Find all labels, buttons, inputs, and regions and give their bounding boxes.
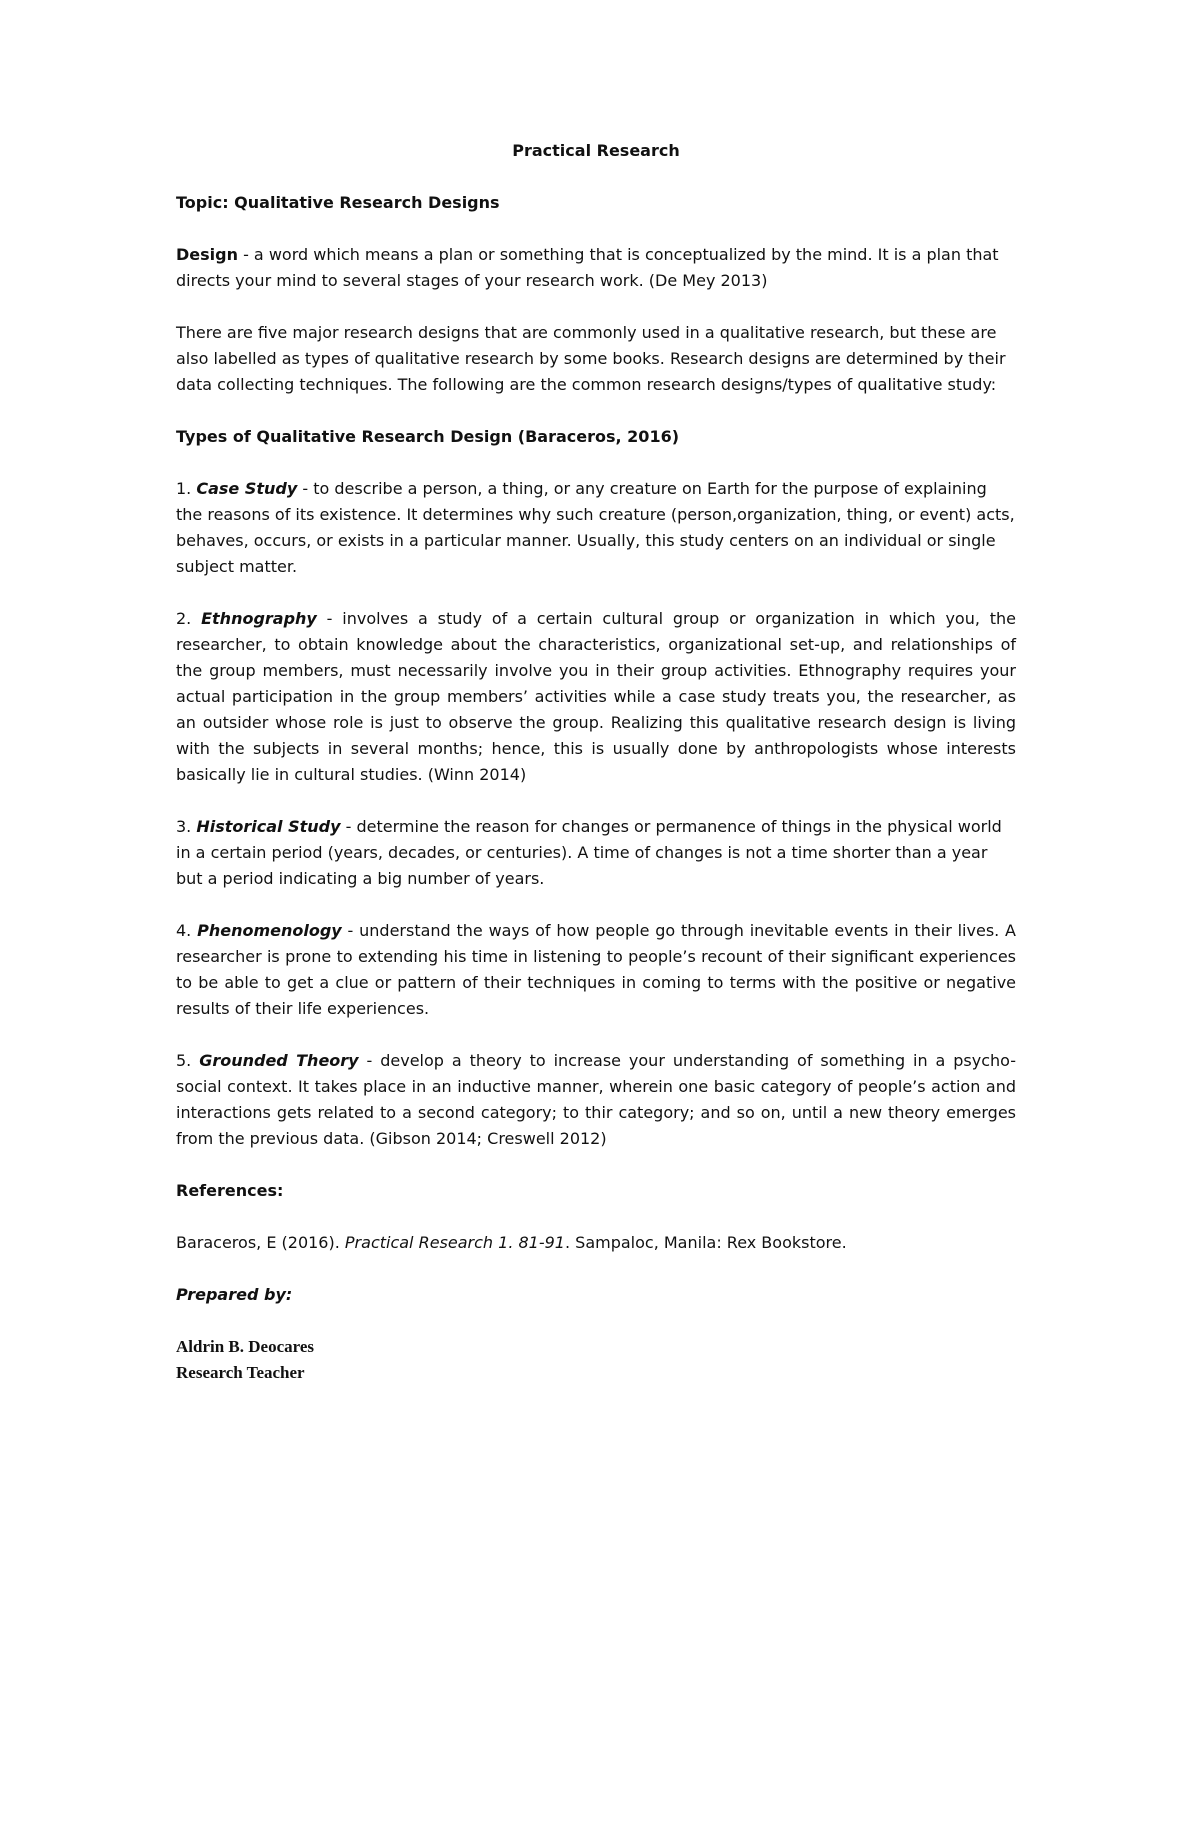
types-heading: Types of Qualitative Research Design (Baraceros, 2016)	[176, 427, 680, 446]
list-item-grounded-theory	[176, 1048, 1016, 1152]
design-definition: - a word which means a plan or something that is conceptualized by the mind. It is a plan that directs your mind to several stages of your research work. (De Mey 2013)	[176, 245, 999, 290]
item-text: - understand the ways of how people go through inevitable events in their lives. A researcher is prone to extending his time in listening to people’s recount of their significant experiences to be able to get a clue or pattern of their techniques in coming to terms with the positive or negative results of their life experiences.	[176, 921, 1017, 1018]
item-term: Grounded Theory	[199, 1051, 359, 1070]
item-number: 3.	[176, 817, 192, 836]
list-item-case-study	[176, 476, 1016, 580]
item-term: Historical Study	[196, 817, 341, 836]
topic-heading: Topic: Qualitative Research Designs	[176, 193, 500, 212]
list-item-ethnography	[176, 606, 1016, 788]
item-text: - involves a study of a certain cultural group or organization in which you, the researcher, to obtain knowledge about the characteristics, organizational set-up, and relationships of the group members, must necessarily involve you in their group activities. Ethnography requires your actual participation in the group members’ activities while a case study treats you, the researcher, as an outsider whose role is just to observe the group. Realizing this qualitative research design is living with the subjects in several months; hence, this is usually done by anthropologists whose interests basically lie in cultural studies. (Winn 2014)	[176, 609, 1017, 784]
references-heading: References:	[176, 1181, 284, 1200]
item-number: 1.	[176, 479, 192, 498]
item-term: Case Study	[196, 479, 298, 498]
document-page	[176, 138, 1016, 1386]
design-definition-paragraph	[176, 242, 1016, 294]
reference-author: Baraceros, E (2016).	[176, 1233, 345, 1252]
item-number: 5.	[176, 1051, 192, 1070]
author-role: Research Teacher	[176, 1363, 305, 1382]
item-text: - to describe a person, a thing, or any creature on Earth for the purpose of explaining the reasons of its existence. It determines why such creature (person,organization, thing, or event) acts, behaves, occurs, or exists in a particular manner. Usually, this study centers on an individual or single subject matter.	[176, 479, 1015, 576]
list-item-phenomenology	[176, 918, 1016, 1022]
item-text: - determine the reason for changes or permanence of things in the physical world in a certain period (years, decades, or centuries). A time of changes is not a time shorter than a year but a period indicating a big number of years.	[176, 817, 1002, 888]
prepared-by-label: Prepared by:	[176, 1285, 293, 1304]
item-number: 4.	[176, 921, 192, 940]
item-term: Ethnography	[201, 609, 317, 628]
reference-book: Practical Research 1. 81-91	[344, 1233, 565, 1252]
reference-entry	[176, 1230, 1016, 1256]
list-item-historical-study	[176, 814, 1016, 892]
item-number: 2.	[176, 609, 192, 628]
item-term: Phenomenology	[197, 921, 342, 940]
document-title: Practical Research	[512, 141, 680, 160]
reference-rest: . Sampaloc, Manila: Rex Bookstore.	[564, 1233, 847, 1252]
intro-paragraph: There are five major research designs that are commonly used in a qualitative research, but these are also labelled as types of qualitative research by some books. Research designs are determined by their data collecting techniques. The following are the common research designs/types of qualitative study:	[176, 323, 1006, 394]
author-name: Aldrin B. Deocares	[176, 1337, 315, 1356]
item-text: - develop a theory to increase your understanding of something in a psycho-social context. It takes place in an inductive manner, wherein one basic category of people’s action and interactions gets related to a second category; to thir category; and so on, until a new theory emerges from the previous data. (Gibson 2014; Creswell 2012)	[176, 1051, 1017, 1148]
design-term: Design	[176, 245, 238, 264]
